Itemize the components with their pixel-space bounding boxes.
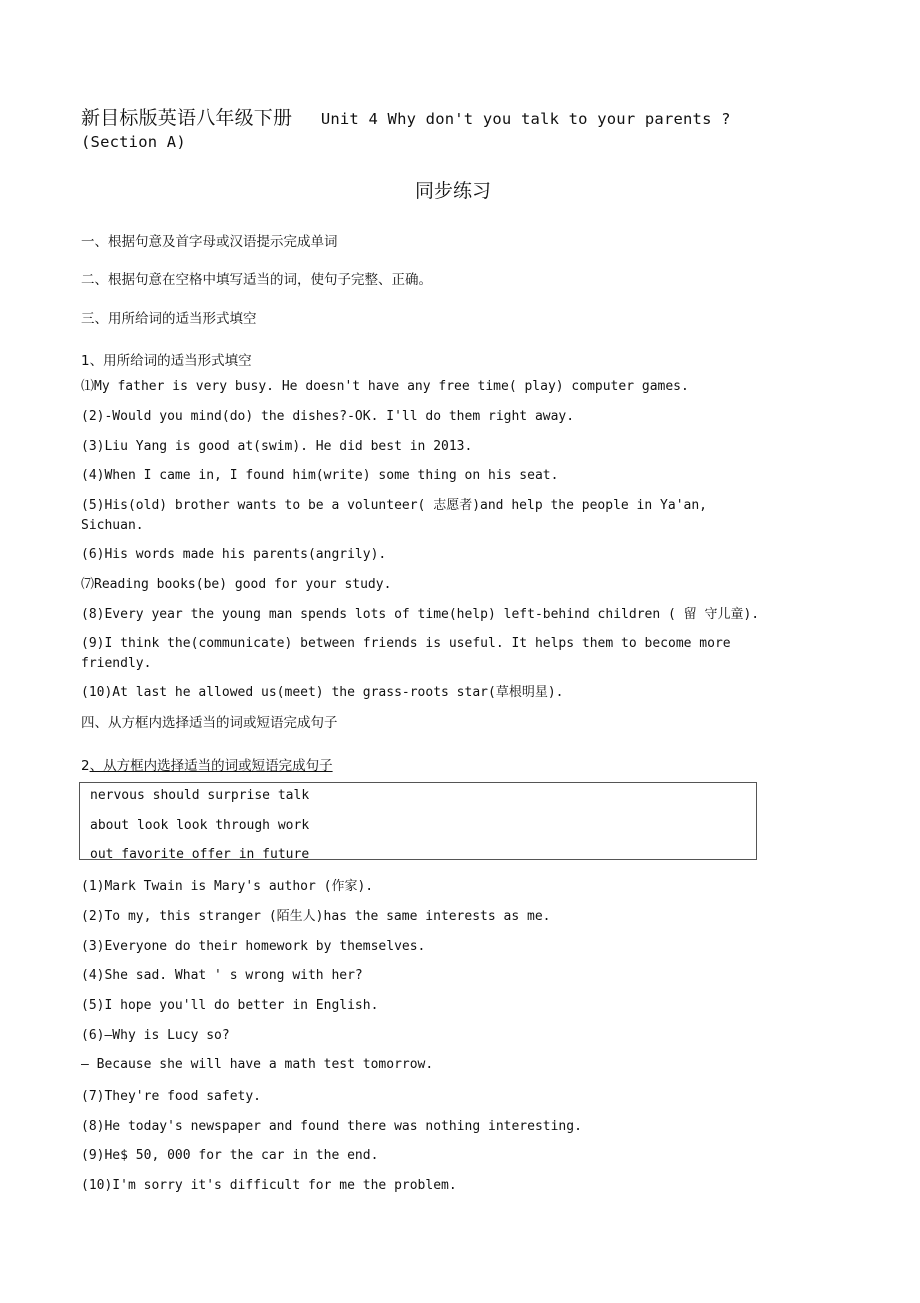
part-three-heading: 三、用所给词的适当形式填空 [81, 311, 257, 327]
exercise-two-item: (1)Mark Twain is Mary's author (作家). [81, 879, 374, 894]
exercise-two-title: 、从方框内选择适当的词或短语完成句子 [89, 758, 333, 774]
exercise-one-item: (4)When I came in, I found him(write) some thing on his seat. [81, 468, 559, 483]
exercise-two-item: (6)—Why is Lucy so? [81, 1028, 230, 1043]
exercise-one-item: (5)His(old) brother wants to be a volunteer( 志愿者)and help the people in Ya'an, Sichuan. [81, 498, 707, 533]
exercise-one-item: (3)Liu Yang is good at(swim). He did best in 2013. [81, 439, 473, 454]
exercise-two-item: (7)They're food safety. [81, 1089, 262, 1104]
exercise-two-item: (4)She sad. What ' s wrong with her? [81, 968, 363, 983]
exercise-two-item: (9)He$ 50, 000 for the car in the end. [81, 1148, 379, 1163]
exercise-one-item: (8)Every year the young man spends lots of time(help) left-behind children ( 留 守儿童). [81, 607, 760, 622]
exercise-one-item: (10)At last he allowed us(meet) the grass-roots star(草根明星). [81, 685, 564, 700]
exercise-two-item: (2)To my, this stranger (陌生人)has the same interests as me. [81, 909, 551, 924]
exercise-one-item: ⑴My father is very busy. He doesn't have any free time( play) computer games. [81, 379, 689, 394]
exercise-two-item: (10)I'm sorry it's difficult for me the problem. [81, 1178, 457, 1193]
exercise-one-item: (2)-Would you mind(do) the dishes?-OK. I'll do them right away. [81, 409, 575, 424]
exercise-two-heading [81, 754, 333, 774]
exercise-one-heading: 1、用所给词的适当形式填空 [81, 353, 252, 369]
exercise-two-item: (5)I hope you'll do better in English. [81, 998, 379, 1013]
title-english: Unit 4 Why don't you talk to your parents ? [320, 110, 731, 128]
exercise-two-item: — Because she will have a math test tomorrow. [81, 1057, 434, 1072]
exercise-two-number: 2 [81, 758, 90, 774]
part-two-heading: 二、根据句意在空格中填写适当的词，使句子完整、正确。 [81, 272, 432, 288]
word-bank-box [79, 782, 757, 860]
exercise-two-item: (3)Everyone do their homework by themselves. [81, 939, 426, 954]
title-section: (Section A) [81, 133, 186, 151]
word-bank-row: nervous should surprise talk [90, 788, 310, 803]
word-bank-row: out favorite offer in future [90, 847, 310, 862]
word-bank-row: about look look through work [90, 818, 310, 833]
exercise-one-item: (6)His words made his parents(angrily). [81, 547, 387, 562]
page-subtitle: 同步练习 [414, 180, 491, 202]
title-chinese: 新目标版英语八年级下册 [81, 107, 293, 129]
exercise-two-item: (8)He today's newspaper and found there was nothing interesting. [81, 1119, 582, 1134]
exercise-one-item: ⑺Reading books(be) good for your study. [81, 577, 392, 592]
part-four-heading: 四、从方框内选择适当的词或短语完成句子 [81, 715, 338, 731]
part-one-heading: 一、根据句意及首字母或汉语提示完成单词 [81, 234, 338, 250]
exercise-one-item: (9)I think the(communicate) between friends is useful. It helps them to become more friendly. [81, 636, 731, 671]
document-title [81, 103, 731, 130]
